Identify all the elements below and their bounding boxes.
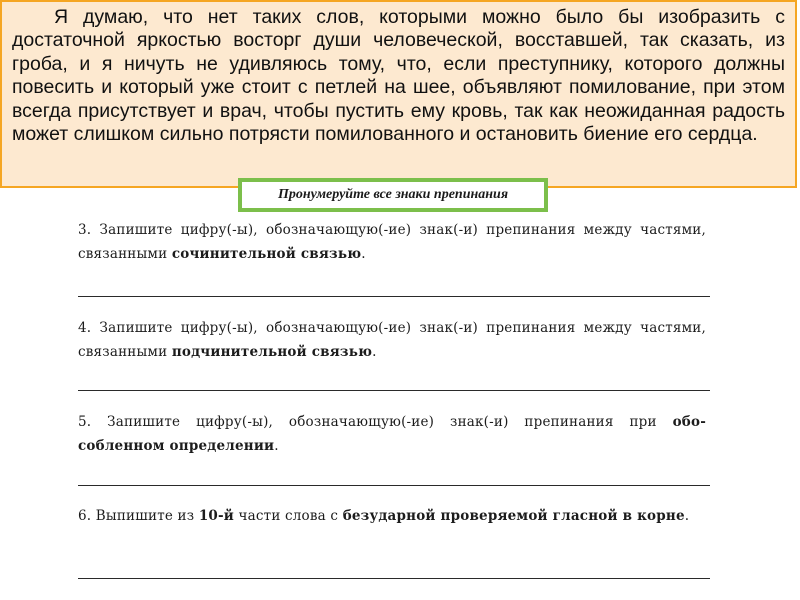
task-emphasis: сочинительной связью	[171, 246, 362, 262]
task-number: 6.	[78, 508, 92, 524]
task-number: 5.	[78, 414, 92, 430]
answer-line-6[interactable]	[78, 578, 710, 579]
task-emphasis: безударной проверяемой гласной в корне	[342, 508, 685, 524]
task-number-emphasis: 10-й	[198, 508, 235, 524]
task-text: Запишите цифру(-ы), обозначающую(-ие) знак(-и) препинания между частями, связанными	[78, 320, 706, 360]
passage-box	[0, 0, 797, 188]
answer-line-4[interactable]	[78, 390, 710, 391]
task-emphasis: подчинительной связью	[171, 344, 373, 360]
task-3: 3. Запишите цифру(-ы), обозначающую(-ие) знак(-и) препинания между частями, связанными сочинительной связью.	[78, 222, 706, 262]
instruction-label: Пронумеруйте все знаки препинания	[238, 178, 548, 212]
task-text: Выпишите из	[95, 508, 195, 524]
task-emphasis: обо-собленном определении	[78, 414, 706, 454]
task-number: 3.	[78, 222, 92, 238]
task-text: Запишите цифру(-ы), обозначающую(-ие) знак(-и) препинания между частями, связанными	[78, 222, 706, 262]
task-6: 6. Выпишите из 10-й части слова с безударной проверяемой гласной в корне.	[78, 508, 690, 524]
answer-line-3[interactable]	[78, 296, 710, 297]
task-text: Запишите цифру(-ы), обозначающую(-ие) знак(-и) препинания при	[107, 414, 657, 430]
task-5: 5. Запишите цифру(-ы), обозначающую(-ие) знак(-и) препинания при обо-собленном определении.	[78, 414, 706, 454]
task-text-2: части слова с	[238, 508, 339, 524]
passage-text: Я думаю, что нет таких слов, которыми можно было бы изобразить с достаточной яркостью восторг души человеческой, восставшей, так сказать, из гроба, и я ничуть не удивляюсь тому, что, если преступнику, которого должны повесить и который уже стоит с петлей на шее, объявляют помилование, при этом всегда присутствует и врач, чтобы пустить ему кровь, так как неожиданная радость может слишком сильно потрясти помилованного и остановить биение его сердца.	[12, 6, 785, 146]
task-number: 4.	[78, 320, 92, 336]
answer-line-5[interactable]	[78, 485, 710, 486]
task-4: 4. Запишите цифру(-ы), обозначающую(-ие) знак(-и) препинания между частями, связанными подчинительной связью.	[78, 320, 706, 360]
